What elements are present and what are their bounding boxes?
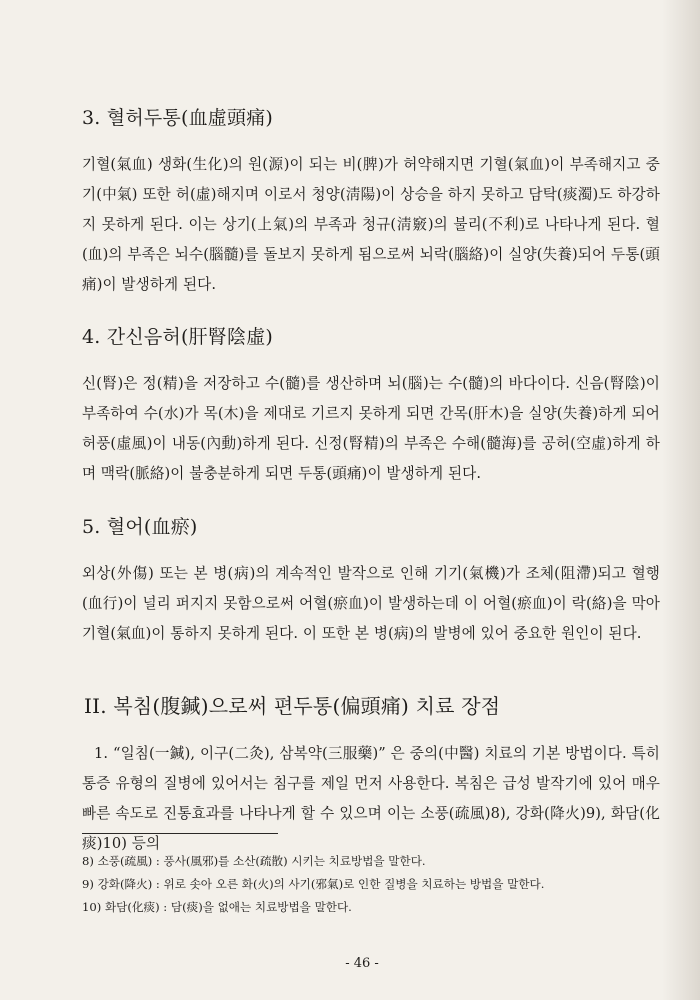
section-paragraph-4: 신(腎)은 정(精)을 저장하고 수(髓)를 생산하며 뇌(腦)는 수(髓)의 바다이다. 신음(腎陰)이 부족하여 수(水)가 목(木)을 제대로 기르지 못하게 되면 간목(肝木)을 실양(失養)하게 되어 허풍(虛風)이 내동(內動)하게 된다. 신정(腎精)의 부족은 수해(髓海)를 공허(空虛)하게 하며 맥락(脈絡)이 불충분하게 되면 두통(頭痛)이 발생하게 된다.: [82, 375, 660, 482]
section-heading-5: 5. 혈어(血瘀): [82, 516, 198, 538]
footnote-divider: [82, 833, 278, 834]
footnote-9: 9) 강화(降火) : 위로 솟아 오른 화(火)의 사기(邪氣)로 인한 질병을 치료하는 방법을 말한다.: [82, 877, 545, 891]
major-section-heading: II. 복침(腹鍼)으로써 편두통(偏頭痛) 치료 장점: [84, 694, 501, 718]
footnotes-list: [82, 850, 662, 919]
footnote-8: 8) 소풍(疏風) : 풍사(風邪)를 소산(疏散) 시키는 치료방법을 말한다.: [82, 854, 426, 868]
section-paragraph-5: 외상(外傷) 또는 본 병(病)의 계속적인 발작으로 인해 기기(氣機)가 조체(阻滯)되고 혈행(血行)이 널리 퍼지지 못함으로써 어혈(瘀血)이 발생하는데 이 어혈(瘀血)이 락(絡)을 막아 기혈(氣血)이 통하지 못하게 된다. 이 또한 본 병(病)의 발병에 있어 중요한 원인이 된다.: [82, 565, 660, 642]
section-heading-4: 4. 간신음허(肝腎陰虛): [82, 326, 274, 348]
section-heading-3: 3. 혈허두통(血虛頭痛): [82, 107, 274, 129]
page-number: - 46 -: [345, 956, 379, 971]
section-paragraph-3: 기혈(氣血) 생화(生化)의 원(源)이 되는 비(脾)가 허약해지면 기혈(氣血)이 부족해지고 중기(中氣) 또한 허(虛)해지며 이로서 청양(淸陽)이 상승을 하지 못하고 담탁(痰濁)도 하강하지 못하게 된다. 이는 상기(上氣)의 부족과 청규(淸竅)의 불리(不利)로 나타나게 된다. 혈(血)의 부족은 뇌수(腦髓)를 돌보지 못하게 됨으로써 뇌락(腦絡)이 실양(失養)되어 두통(頭痛)이 발생하게 된다.: [82, 156, 660, 293]
major-section-paragraph: 1. “일침(一鍼), 이구(二灸), 삼복약(三服藥)” 은 중의(中醫) 치료의 기본 방법이다. 특히 통증 유형의 질병에 있어서는 침구를 제일 먼저 사용한다. 복침은 급성 발작기에 있어 매우 빠른 속도로 진통효과를 나타나게 할 수 있으며 이는 소풍(疏風)8), 강화(降火)9), 화담(化痰)10) 등의: [82, 745, 660, 852]
footnote-10: 10) 화담(化痰) : 담(痰)을 없애는 치료방법을 말한다.: [82, 900, 352, 914]
page-edge-shadow: [662, 0, 700, 1000]
